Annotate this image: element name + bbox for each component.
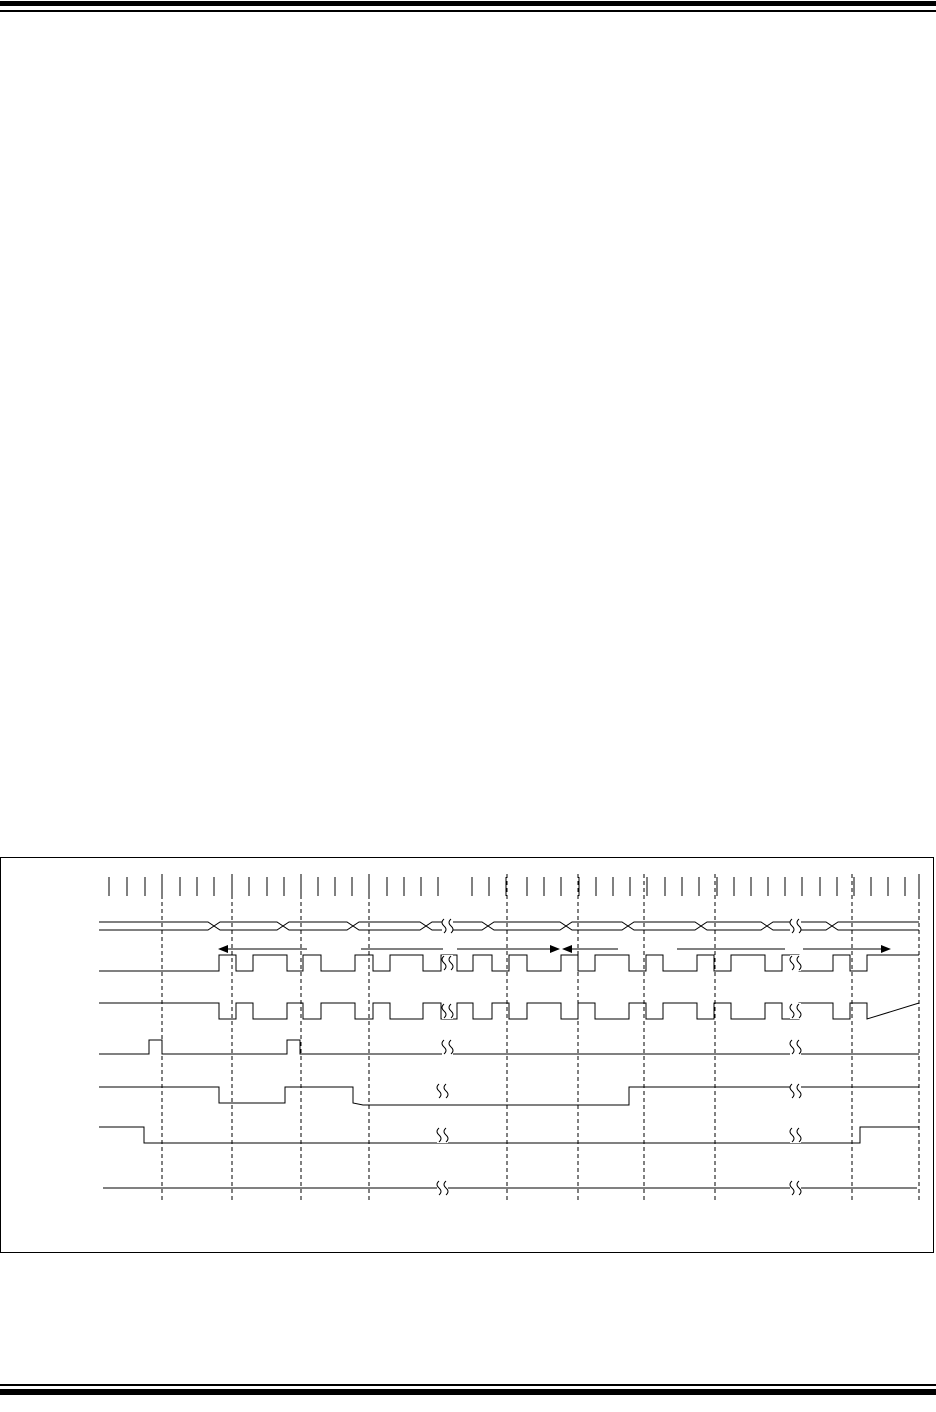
clock-tick-marks	[109, 877, 919, 896]
timing-diagram	[1, 858, 933, 1252]
footer-rule-thick	[0, 1389, 936, 1395]
header-rule-thick	[0, 1, 936, 6]
footer-rule-thin	[0, 1384, 936, 1386]
header-rule-thin	[0, 10, 936, 12]
phase-divider-lines	[162, 874, 919, 1200]
timing-diagram-frame	[0, 857, 934, 1253]
